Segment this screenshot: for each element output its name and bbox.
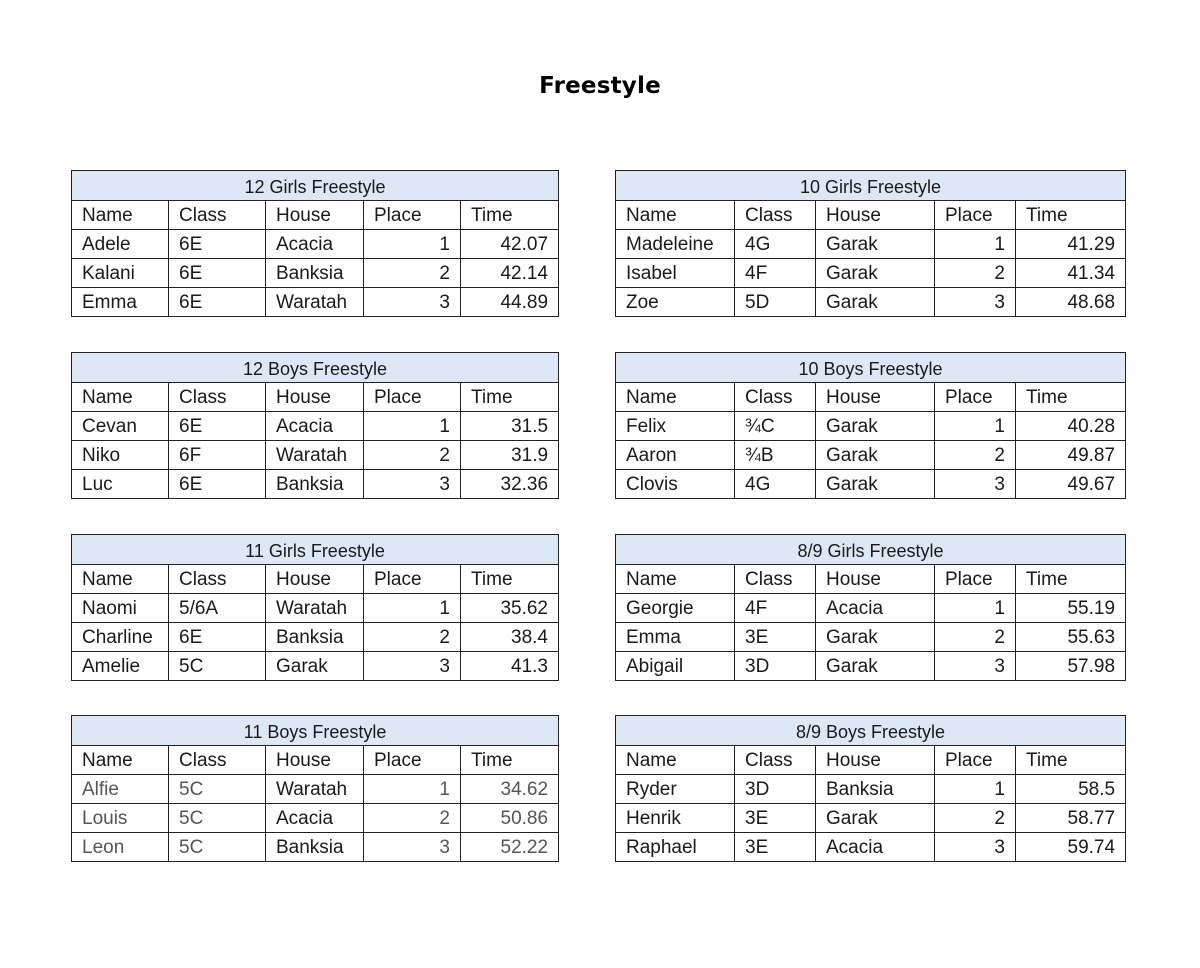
cell-time: 44.89 xyxy=(461,288,559,317)
header-name: Name xyxy=(72,201,169,230)
header-row xyxy=(616,746,1126,775)
cell-time: 41.3 xyxy=(461,652,559,681)
header-time: Time xyxy=(461,201,559,230)
header-time: Time xyxy=(1016,383,1126,412)
cell-name: Isabel xyxy=(616,259,735,288)
event-table-8-9-boys xyxy=(615,715,1126,862)
cell-name: Henrik xyxy=(616,804,735,833)
cell-house: Banksia xyxy=(266,470,364,499)
cell-place: 1 xyxy=(935,594,1016,623)
cell-time: 58.77 xyxy=(1016,804,1126,833)
table-row xyxy=(72,652,559,681)
cell-time: 48.68 xyxy=(1016,288,1126,317)
cell-class: 4G xyxy=(735,230,816,259)
header-time: Time xyxy=(1016,746,1126,775)
cell-name: Charline xyxy=(72,623,169,652)
cell-class: 5/6A xyxy=(169,594,266,623)
table-row xyxy=(616,804,1126,833)
header-place: Place xyxy=(364,201,461,230)
table-row xyxy=(616,775,1126,804)
header-row xyxy=(72,201,559,230)
header-row xyxy=(616,201,1126,230)
cell-class: 3E xyxy=(735,623,816,652)
cell-house: Acacia xyxy=(816,594,935,623)
table-row xyxy=(72,594,559,623)
cell-class: 5C xyxy=(169,833,266,862)
cell-place: 2 xyxy=(364,804,461,833)
header-place: Place xyxy=(935,565,1016,594)
table-row xyxy=(72,833,559,862)
cell-place: 1 xyxy=(364,594,461,623)
cell-time: 31.9 xyxy=(461,441,559,470)
header-class: Class xyxy=(735,746,816,775)
header-row xyxy=(616,383,1126,412)
cell-class: 4F xyxy=(735,259,816,288)
cell-name: Zoe xyxy=(616,288,735,317)
cell-time: 34.62 xyxy=(461,775,559,804)
cell-place: 1 xyxy=(364,775,461,804)
cell-house: Banksia xyxy=(266,623,364,652)
table-row xyxy=(72,775,559,804)
cell-house: Garak xyxy=(816,259,935,288)
cell-name: Ryder xyxy=(616,775,735,804)
cell-house: Banksia xyxy=(266,833,364,862)
header-name: Name xyxy=(72,383,169,412)
cell-house: Waratah xyxy=(266,441,364,470)
cell-place: 3 xyxy=(935,288,1016,317)
cell-name: Niko xyxy=(72,441,169,470)
header-house: House xyxy=(816,383,935,412)
table-row xyxy=(616,594,1126,623)
table-row xyxy=(72,230,559,259)
cell-class: 5C xyxy=(169,652,266,681)
table-row xyxy=(616,412,1126,441)
event-title: 12 Girls Freestyle xyxy=(72,171,559,201)
cell-house: Banksia xyxy=(266,259,364,288)
event-table-10-boys xyxy=(615,352,1126,499)
header-time: Time xyxy=(1016,565,1126,594)
cell-time: 32.36 xyxy=(461,470,559,499)
cell-name: Kalani xyxy=(72,259,169,288)
cell-class: 6F xyxy=(169,441,266,470)
header-class: Class xyxy=(169,746,266,775)
cell-name: Naomi xyxy=(72,594,169,623)
cell-class: 6E xyxy=(169,288,266,317)
table-row xyxy=(72,412,559,441)
cell-class: 6E xyxy=(169,230,266,259)
cell-place: 3 xyxy=(935,652,1016,681)
cell-house: Garak xyxy=(816,804,935,833)
cell-place: 2 xyxy=(935,804,1016,833)
cell-time: 57.98 xyxy=(1016,652,1126,681)
cell-place: 2 xyxy=(364,259,461,288)
cell-time: 40.28 xyxy=(1016,412,1126,441)
cell-class: 6E xyxy=(169,623,266,652)
cell-name: Adele xyxy=(72,230,169,259)
event-table-12-boys xyxy=(71,352,559,499)
cell-name: Amelie xyxy=(72,652,169,681)
cell-time: 41.34 xyxy=(1016,259,1126,288)
header-place: Place xyxy=(935,746,1016,775)
cell-time: 55.63 xyxy=(1016,623,1126,652)
event-table-11-girls xyxy=(71,534,559,681)
cell-name: Louis xyxy=(72,804,169,833)
event-table-10-girls xyxy=(615,170,1126,317)
header-time: Time xyxy=(461,383,559,412)
cell-place: 2 xyxy=(364,441,461,470)
cell-place: 1 xyxy=(364,230,461,259)
table-row xyxy=(616,833,1126,862)
event-title: 10 Girls Freestyle xyxy=(616,171,1126,201)
event-table-12-girls xyxy=(71,170,559,317)
cell-name: Aaron xyxy=(616,441,735,470)
cell-place: 1 xyxy=(935,230,1016,259)
header-time: Time xyxy=(1016,201,1126,230)
header-time: Time xyxy=(461,565,559,594)
cell-house: Acacia xyxy=(266,412,364,441)
table-row xyxy=(72,623,559,652)
header-house: House xyxy=(266,383,364,412)
header-name: Name xyxy=(616,746,735,775)
header-place: Place xyxy=(935,383,1016,412)
cell-time: 55.19 xyxy=(1016,594,1126,623)
header-name: Name xyxy=(72,746,169,775)
header-row xyxy=(72,746,559,775)
cell-place: 3 xyxy=(935,833,1016,862)
header-place: Place xyxy=(364,383,461,412)
cell-house: Waratah xyxy=(266,288,364,317)
cell-place: 2 xyxy=(935,441,1016,470)
header-house: House xyxy=(266,746,364,775)
cell-place: 3 xyxy=(364,833,461,862)
header-row xyxy=(616,565,1126,594)
header-row xyxy=(72,565,559,594)
header-house: House xyxy=(816,201,935,230)
header-name: Name xyxy=(616,201,735,230)
cell-house: Garak xyxy=(816,470,935,499)
header-name: Name xyxy=(72,565,169,594)
event-table-8-9-girls xyxy=(615,534,1126,681)
header-name: Name xyxy=(616,383,735,412)
event-title: 12 Boys Freestyle xyxy=(72,353,559,383)
cell-class: 6E xyxy=(169,470,266,499)
cell-house: Garak xyxy=(266,652,364,681)
header-house: House xyxy=(266,201,364,230)
cell-class: 6E xyxy=(169,259,266,288)
cell-name: Emma xyxy=(72,288,169,317)
header-row xyxy=(72,383,559,412)
table-row xyxy=(616,230,1126,259)
cell-house: Banksia xyxy=(816,775,935,804)
table-row xyxy=(616,441,1126,470)
cell-house: Garak xyxy=(816,412,935,441)
cell-time: 50.86 xyxy=(461,804,559,833)
event-title: 10 Boys Freestyle xyxy=(616,353,1126,383)
table-row xyxy=(72,804,559,833)
cell-house: Garak xyxy=(816,441,935,470)
cell-class: 4G xyxy=(735,470,816,499)
table-row xyxy=(616,652,1126,681)
cell-time: 42.07 xyxy=(461,230,559,259)
cell-class: 5C xyxy=(169,775,266,804)
cell-house: Garak xyxy=(816,652,935,681)
cell-house: Garak xyxy=(816,288,935,317)
cell-class: 5C xyxy=(169,804,266,833)
header-house: House xyxy=(266,565,364,594)
cell-name: Clovis xyxy=(616,470,735,499)
cell-time: 35.62 xyxy=(461,594,559,623)
table-row xyxy=(616,288,1126,317)
header-place: Place xyxy=(364,746,461,775)
cell-house: Garak xyxy=(816,623,935,652)
table-row xyxy=(616,259,1126,288)
header-class: Class xyxy=(169,383,266,412)
event-title: 11 Girls Freestyle xyxy=(72,535,559,565)
cell-class: 5D xyxy=(735,288,816,317)
cell-time: 38.4 xyxy=(461,623,559,652)
cell-time: 59.74 xyxy=(1016,833,1126,862)
cell-time: 31.5 xyxy=(461,412,559,441)
cell-time: 41.29 xyxy=(1016,230,1126,259)
cell-name: Emma xyxy=(616,623,735,652)
cell-place: 1 xyxy=(364,412,461,441)
header-house: House xyxy=(816,565,935,594)
cell-house: Waratah xyxy=(266,775,364,804)
header-house: House xyxy=(816,746,935,775)
cell-name: Abigail xyxy=(616,652,735,681)
event-title: 11 Boys Freestyle xyxy=(72,716,559,746)
header-class: Class xyxy=(169,565,266,594)
page-title: Freestyle xyxy=(539,73,661,99)
cell-place: 3 xyxy=(935,470,1016,499)
cell-house: Waratah xyxy=(266,594,364,623)
header-place: Place xyxy=(935,201,1016,230)
cell-name: Cevan xyxy=(72,412,169,441)
cell-name: Alfie xyxy=(72,775,169,804)
cell-name: Raphael xyxy=(616,833,735,862)
cell-place: 2 xyxy=(935,259,1016,288)
cell-place: 3 xyxy=(364,288,461,317)
cell-class: 4F xyxy=(735,594,816,623)
cell-time: 52.22 xyxy=(461,833,559,862)
cell-time: 49.67 xyxy=(1016,470,1126,499)
cell-time: 49.87 xyxy=(1016,441,1126,470)
cell-name: Madeleine xyxy=(616,230,735,259)
cell-place: 2 xyxy=(364,623,461,652)
cell-class: ¾B xyxy=(735,441,816,470)
header-name: Name xyxy=(616,565,735,594)
table-row xyxy=(72,470,559,499)
cell-house: Acacia xyxy=(816,833,935,862)
cell-place: 1 xyxy=(935,412,1016,441)
cell-name: Felix xyxy=(616,412,735,441)
event-title: 8/9 Boys Freestyle xyxy=(616,716,1126,746)
cell-class: 3E xyxy=(735,833,816,862)
header-time: Time xyxy=(461,746,559,775)
cell-place: 3 xyxy=(364,652,461,681)
table-row xyxy=(72,441,559,470)
event-title: 8/9 Girls Freestyle xyxy=(616,535,1126,565)
header-class: Class xyxy=(735,383,816,412)
header-class: Class xyxy=(735,565,816,594)
cell-time: 42.14 xyxy=(461,259,559,288)
table-row xyxy=(616,623,1126,652)
header-place: Place xyxy=(364,565,461,594)
cell-place: 3 xyxy=(364,470,461,499)
cell-name: Leon xyxy=(72,833,169,862)
cell-house: Acacia xyxy=(266,804,364,833)
cell-name: Georgie xyxy=(616,594,735,623)
cell-time: 58.5 xyxy=(1016,775,1126,804)
header-class: Class xyxy=(735,201,816,230)
cell-place: 2 xyxy=(935,623,1016,652)
cell-name: Luc xyxy=(72,470,169,499)
event-table-11-boys xyxy=(71,715,559,862)
table-row xyxy=(616,470,1126,499)
cell-class: 6E xyxy=(169,412,266,441)
table-row xyxy=(72,259,559,288)
cell-house: Garak xyxy=(816,230,935,259)
table-row xyxy=(72,288,559,317)
cell-class: 3D xyxy=(735,775,816,804)
cell-place: 1 xyxy=(935,775,1016,804)
header-class: Class xyxy=(169,201,266,230)
cell-class: 3E xyxy=(735,804,816,833)
cell-class: ¾C xyxy=(735,412,816,441)
cell-class: 3D xyxy=(735,652,816,681)
cell-house: Acacia xyxy=(266,230,364,259)
